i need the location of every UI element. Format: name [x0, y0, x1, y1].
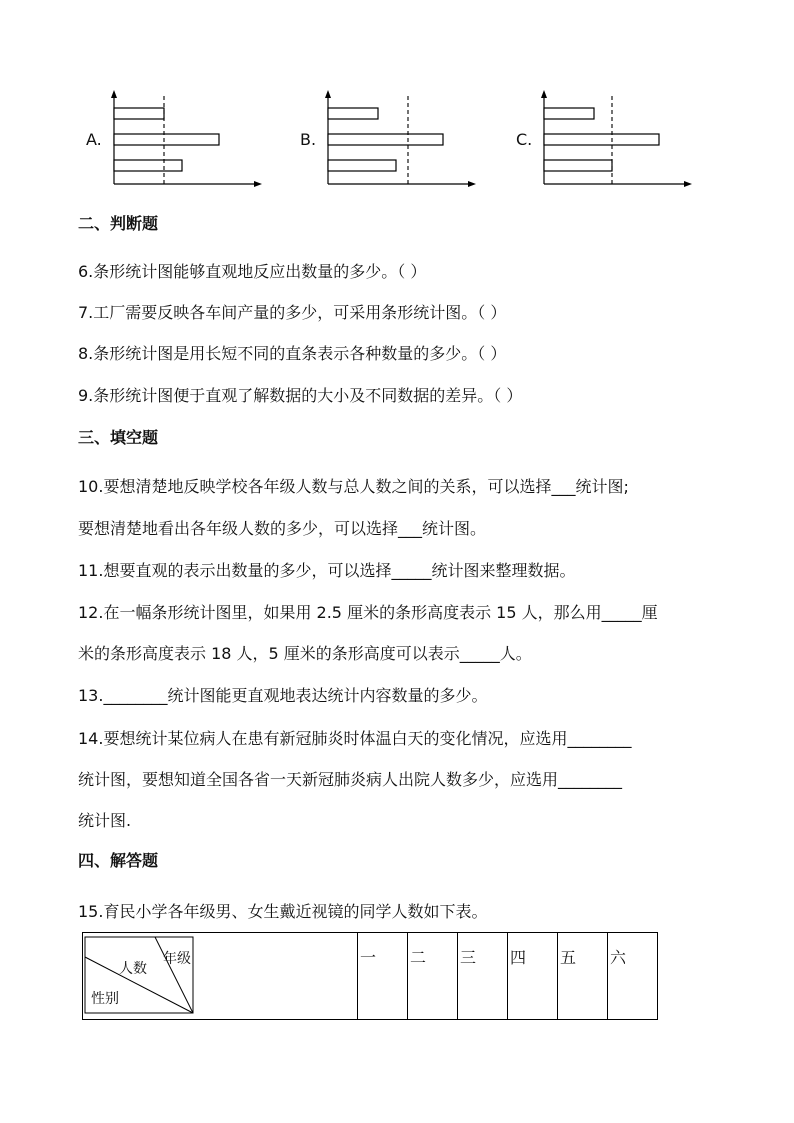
x-axis-arrow: [468, 181, 476, 187]
option-c-diagram: [516, 86, 676, 192]
option-c-chart: [516, 86, 696, 192]
grade-header-4: 四: [508, 933, 558, 1020]
bar-1: [328, 108, 378, 119]
y-axis-arrow: [541, 90, 547, 98]
question-13: 13.________统计图能更直观地表达统计内容数量的多少。: [78, 686, 488, 705]
question-14-line-3: 统计图.: [78, 811, 132, 830]
grade-header-5: 五: [558, 933, 608, 1020]
grade-header-3: 三: [458, 933, 508, 1020]
y-axis-arrow: [325, 90, 331, 98]
grade-header-6: 六: [608, 933, 658, 1020]
bar-3: [114, 160, 182, 171]
y-axis-arrow: [111, 90, 117, 98]
question-11: 11.想要直观的表示出数量的多少，可以选择_____统计图来整理数据。: [78, 561, 576, 580]
bar-1: [114, 108, 164, 119]
table-corner-cell: [83, 933, 358, 1020]
question-10-line-1: 10.要想清楚地反映学校各年级人数与总人数之间的关系，可以选择___统计图;: [78, 477, 629, 496]
option-a-diagram: [86, 86, 246, 192]
bar-2: [114, 134, 219, 145]
question-12-line-2: 米的条形高度表示 18 人，5 厘米的条形高度可以表示_____人。: [78, 644, 532, 663]
myopia-table: [82, 932, 658, 1020]
question-8: 8.条形统计图是用长短不同的直条表示各种数量的多少。（ ）: [78, 344, 507, 363]
bar-3: [328, 160, 396, 171]
x-axis-arrow: [254, 181, 262, 187]
corner-count-label: 人数: [119, 961, 147, 977]
option-a-chart: [86, 86, 266, 192]
corner-gender-label: 性别: [91, 991, 119, 1007]
x-axis-arrow: [684, 181, 692, 187]
question-10-line-2: 要想清楚地看出各年级人数的多少，可以选择___统计图。: [78, 519, 487, 538]
bar-1: [544, 108, 594, 119]
section-fill-heading: 三、填空题: [78, 428, 159, 447]
question-9: 9.条形统计图便于直观了解数据的大小及不同数据的差异。（ ）: [78, 386, 523, 405]
section-answer-heading: 四、解答题: [78, 851, 159, 870]
question-7: 7.工厂需要反映各车间产量的多少，可采用条形统计图。（ ）: [78, 303, 507, 322]
grade-header-2: 二: [408, 933, 458, 1020]
option-b-chart: [300, 86, 480, 192]
option-b-label: B.: [300, 130, 317, 149]
question-12-line-1: 12.在一幅条形统计图里，如果用 2.5 厘米的条形高度表示 15 人，那么用_____厘: [78, 603, 658, 622]
option-c-label: C.: [516, 130, 533, 149]
section-judge-heading: 二、判断题: [78, 214, 159, 233]
bar-2: [328, 134, 443, 145]
table-row: [83, 933, 658, 1020]
corner-grade-label: 年级: [163, 951, 191, 967]
question-6: 6.条形统计图能够直观地反应出数量的多少。（ ）: [78, 262, 427, 281]
option-b-diagram: [300, 86, 460, 192]
question-14-line-2: 统计图，要想知道全国各省一天新冠肺炎病人出院人数多少，应选用________: [78, 770, 623, 789]
bar-3: [544, 160, 612, 171]
question-14-line-1: 14.要想统计某位病人在患有新冠肺炎时体温白天的变化情况，应选用________: [78, 729, 632, 748]
grade-header-1: 一: [358, 933, 408, 1020]
question-15: 15.育民小学各年级男、女生戴近视镜的同学人数如下表。: [78, 902, 488, 921]
bar-2: [544, 134, 659, 145]
option-a-label: A.: [86, 130, 102, 149]
